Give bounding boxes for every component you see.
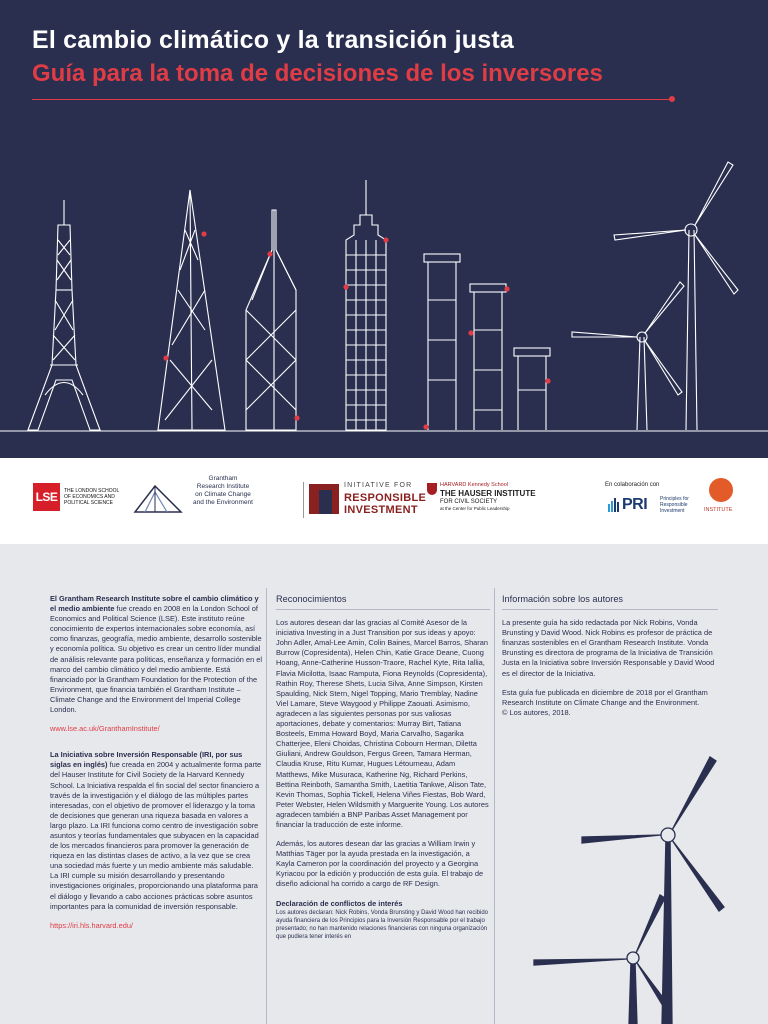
cover-hero [0,0,768,458]
conflict-heading: Declaración de conflictos de interés [276,898,403,908]
hks-logo-line1: HARVARD Kennedy School [440,482,508,488]
hks-logo-line3: FOR CIVIL SOCIETY [440,499,498,505]
acknowledgements-text: Los autores desean dar las gracias al Comité Asesor de la iniciativa Investing in a Just Transition por sus ideas y apoyo: John Adler, Amal-Lee Amin, Colin Baines, Marcel Barros, Sharan Burrow (Copresidenta), Helen Chin, Katie Grace Deane, Cuong Hoang, Anne-Catherine Husson-Traore, Rachel Kyte, Rita Iallia, Flavia Micilotta, Isaac Ramputa, Fiona Reynolds (Copresidenta), Rathin Roy, Therese Shets, Lucia Silva, Anne Simpson, Kirsten Spaulding, Nick Stern, Nigel Topping, Mario Tremblay, Nadine Viel Lamare, Steve Waygood y Philippe Zaouati. Asimismo, agradecen a las siguientes personas por sus valiosas aportaciones, debate y comentarios: Murray Birt, Tatiana Bosteels, Emma Howard Boyd, Maria Carvalho, Sagarika Chatterjee, Eleni Choidas, Christina Cobourn Herman, Diletta Giuliani, Andrew Gouldson, Fergus Green, Tamara Herman, Claudia Kruse, Ritu Kumar, Hugues Létourneau, Adam Matthews, Mike Musuraca, Katherine Ng, Richard Perkins, Bettina Reinboth, Samantha Smith, Laetitia Tankwe, Alison Tate, Kevin Thomas, Sophia Tickell, Helena Viñes Fiestas, Bob Ward, Peter Webster, Helen Wildsmith y Marguerite Young. Los autores agradecen también a BNP Paribas Asset Management por financiar la traducción de este informe. [276,618,489,829]
pri-logo-icon [608,498,622,512]
acknowledgements-heading: Reconocimientos [276,594,490,610]
title-divider-dot [669,96,675,102]
lse-logo-text: THE LONDON SCHOOL OF ECONOMICS AND POLITICAL SCIENCE [64,488,120,506]
conflict-text: Los autores declaran: Nick Robins, Vonda Brunsting y David Wood han recibido ayuda financiera de los Principios para la Inversión Responsable por el trabajo presentado; no han mantenido relaciones financieras con ninguna organización que pudiera tener interés en [276,909,489,940]
column-divider [266,588,267,1024]
iri-logo-line1: INITIATIVE FOR [344,482,413,489]
column-divider [494,588,495,1024]
pri-logo-name: PRI [622,496,648,513]
skyscraper-icon [346,180,386,430]
collaboration-label: En colaboración con [605,482,660,488]
hks-logo-line2: THE HAUSER INSTITUTE [440,489,536,498]
authors-heading: Información sobre los autores [502,594,718,610]
wind-turbines-decoration [520,745,768,1024]
iri-logo-icon [309,484,339,514]
lse-logo: LSE [33,483,60,511]
logo-divider [303,482,304,518]
iri-logo-line2: RESPONSIBLE [344,492,427,504]
eiffel-tower-icon [28,200,100,430]
title-divider [32,99,672,100]
publication-note: Esta guía fue publicada en diciembre de 2018 por el Grantham Research Institute on Climate Change and the Environment. [502,687,708,707]
institutions-column [50,594,262,947]
authors-text: La presente guía ha sido redactada por Nick Robins, Vonda Brunsting y David Wood. Nick Robins es profesor de práctica de finanzas sostenibles en el Grantham Research Institute. Vonda Brunsting es directora de programa de la Iniciativa de Transición Justa en la Iniciativa sobre Inversión Responsable y David Wood es el director de la Iniciativa. [502,618,715,678]
harvard-shield-icon [427,483,437,495]
report-subtitle: Guía para la toma de decisiones de los inversores [32,60,603,87]
grantham-link[interactable]: www.lse.ac.uk/GranthamInstitute/ [50,724,160,734]
skyline-illustration [0,140,768,458]
copyright-note: © Los autores, 2018. [502,707,571,717]
hks-logo-line4: at the Center for Public Leadership [440,506,510,511]
shard-tower-icon [158,190,225,430]
authors-column [502,594,718,727]
acknowledgements-text-2: Además, los autores desean dar las gracias a William Irwin y Matthias Täger por la ayuda prestada en la investigación, a Kayla Cameron por la coordinación del proyecto y a Georgina Kyriacou por la edición y producción de esta guía. El trabajo de diseño adicional ha corrido a cargo de RF Design. [276,839,484,889]
acknowledgements-column [276,594,490,941]
iri-link[interactable]: https://iri.hls.harvard.edu/ [50,920,133,930]
partner-logos [0,458,768,544]
grantham-logo-icon [133,482,183,514]
partner-circle-logo-text: INSTITUTE [704,507,733,513]
bank-tower-icon [246,210,296,430]
grantham-logo-text: Grantham Research Institute on Climate Change and the Environment [193,475,253,506]
partner-circle-logo-icon [709,478,733,502]
chimney-icon [424,254,550,430]
pri-logo-text: Principles for Responsible Investment [660,496,689,514]
report-title: El cambio climático y la transición justa [32,26,514,54]
grantham-description: El Grantham Research Institute sobre el cambio climático y el medio ambiente fue creado en 2008 en la London School of Economics and Political Science (LSE). Este instituto reúne conocimiento de expertos internacionales sobre economía, así como finanzas, geografía, medio ambiente, desarrollo sostenible y economía política. Su objetivo es crear un centro líder mundial de análisis relevante para políticas, enseñanza y formación en el marco del cambio climático y del medio ambiente. Está financiado por la Grantham Foundation for the Protection of the Environment, que financia también el Grantham Institute – Climate Change and the Environment del Imperial College London. [50,594,262,715]
iri-logo-line3: INVESTMENT [344,504,418,516]
wind-turbine-icon [572,282,684,430]
iri-description: La Iniciativa sobre Inversión Responsable (IRI, por sus siglas en inglés) fue creada en 2004 y actualmente forma parte del Hauser Institute for Civil Society de la Harvard Kennedy School. La Iniciativa respalda el fin social del sector financiero a través de la investigación y el diálogo de las múltiples partes interesadas, con el objetivo de promover el liderazgo y la toma de decisiones que generan una riqueza basada en valores a largo plazo. La IRI funciona como centro de investigación sobre asuntos y teorías fundamentales que subyacen en la capacidad de los mercados financieros para promover la generación de riqueza en las distintas clases de activo, a la vez que se crea una sociedad más fuerte y un medio ambiente más saludable. La IRI cumple su misión desarrollando y presentando investigaciones originales, proporcionando una plataforma para el diálogo y llevando a cabo acciones prácticas sobre asuntos importantes para la comunidad de inversión responsable. [50,750,262,911]
